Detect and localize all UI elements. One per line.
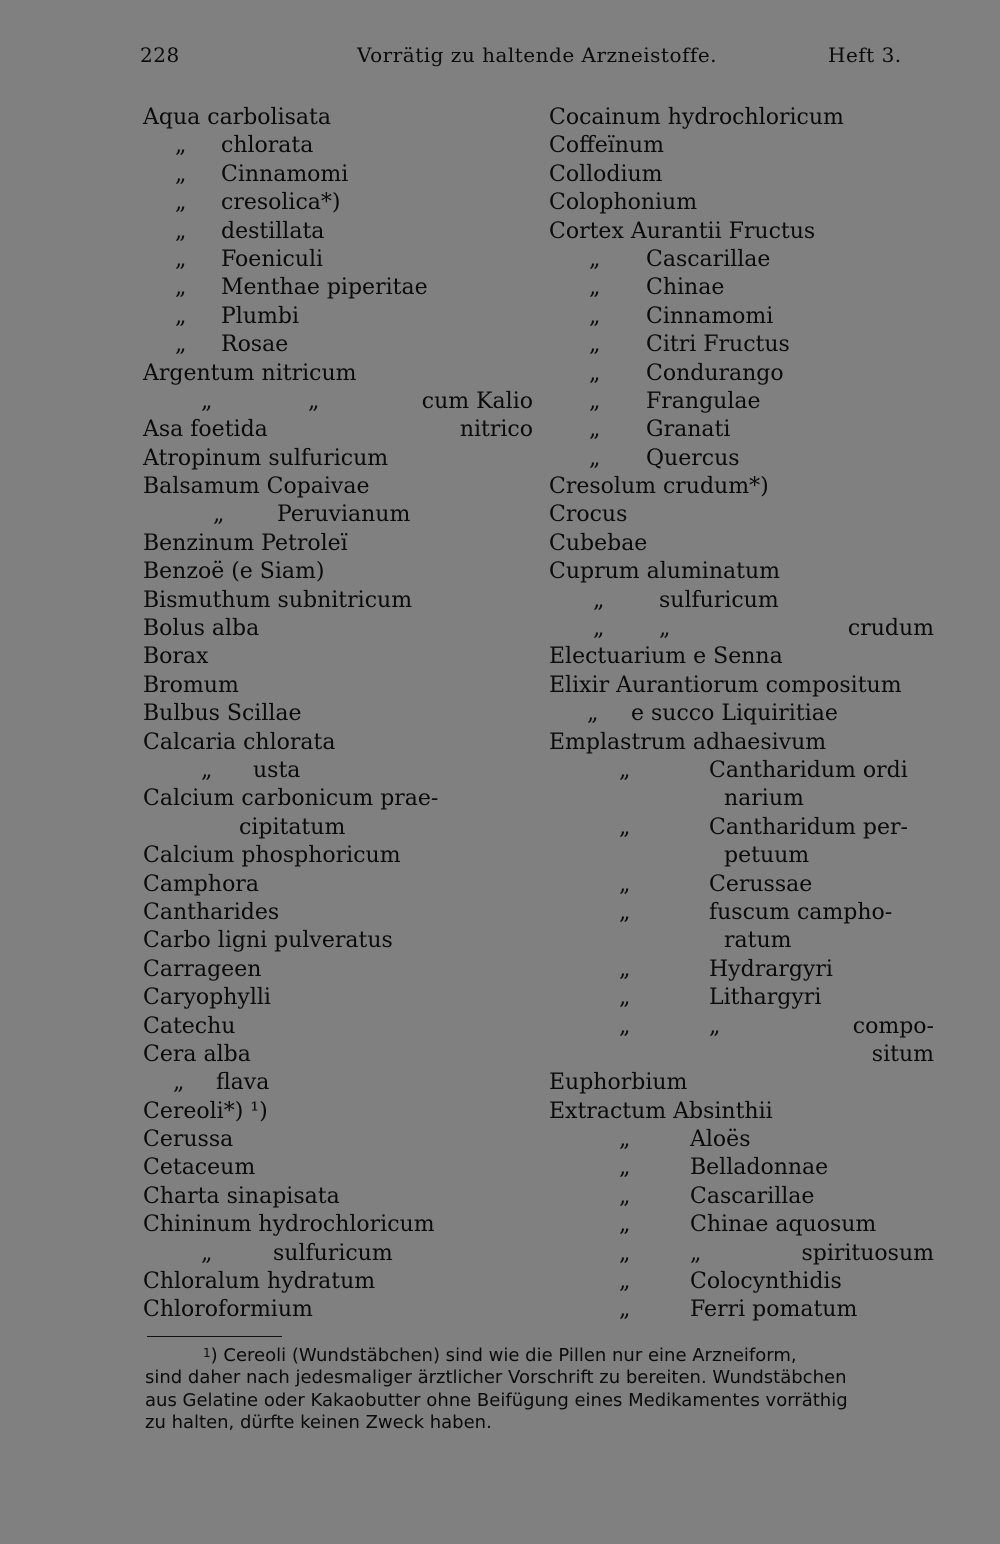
entry-row: [143, 501, 533, 529]
entry-row: [549, 1240, 934, 1268]
entry-text: Chininum hydrochloricum: [143, 1212, 435, 1238]
entry-row: [143, 814, 533, 842]
ditto-mark: „: [659, 616, 671, 642]
entry-text: Chinae aquosum: [690, 1212, 877, 1238]
entry-text: Cantharidum ordi: [709, 757, 908, 783]
footnote-line: aus Gelatine oder Kakaobutter ohne Beifügung eines Medikamentes vorräthig: [145, 1389, 848, 1411]
entry-text: Cerussa: [143, 1127, 234, 1153]
ditto-mark: „: [589, 417, 601, 443]
ditto-mark: „: [619, 985, 631, 1011]
entry-row: [549, 388, 934, 416]
entry-text: Cerussae: [709, 871, 813, 897]
entry-row: [143, 1296, 533, 1324]
entry-row: [549, 473, 934, 501]
entry-row: [143, 615, 533, 643]
ditto-mark: „: [175, 218, 187, 244]
entry-text: Lithargyri: [709, 985, 822, 1011]
entry-row: [549, 672, 934, 700]
entry-text: Collodium: [549, 161, 663, 187]
entry-row: [143, 246, 533, 274]
ditto-mark: „: [619, 1013, 631, 1039]
entry-text: Cantharidum per-: [709, 814, 908, 840]
entry-row: [143, 757, 533, 785]
entry-text: Belladonnae: [690, 1155, 829, 1181]
entry-text: chlorata: [221, 133, 314, 159]
entry-row: [143, 587, 533, 615]
entry-row: [549, 956, 934, 984]
page-number: 228: [140, 43, 180, 67]
entry-row: [549, 331, 934, 359]
entry-row: [549, 530, 934, 558]
entry-row: [143, 927, 533, 955]
entry-text: Elixir Aurantiorum compositum: [549, 672, 902, 698]
entry-row: [143, 1154, 533, 1182]
ditto-mark: „: [173, 1070, 185, 1096]
entry-row: [549, 246, 934, 274]
entry-text: Granati: [646, 417, 731, 443]
footnote: [145, 1345, 935, 1435]
entry-text: Emplastrum adhaesivum: [549, 729, 827, 755]
entry-row: [549, 1126, 934, 1154]
ditto-mark: „: [619, 1183, 631, 1209]
entry-text: narium: [724, 786, 804, 812]
entry-text: Carrageen: [143, 956, 262, 982]
footnote-marker: 1: [203, 1346, 211, 1360]
entry-row: [143, 729, 533, 757]
entry-text: Argentum nitricum: [143, 360, 357, 386]
entry-row: [143, 1268, 533, 1296]
entry-text: Carbo ligni pulveratus: [143, 928, 393, 954]
entry-row: [549, 984, 934, 1012]
ditto-mark: „: [619, 1240, 631, 1266]
entry-row: [143, 672, 533, 700]
entry-row: [143, 1069, 533, 1097]
entry-text: Camphora: [143, 871, 259, 897]
entry-text: Bolus alba: [143, 616, 260, 642]
entry-row: [143, 700, 533, 728]
entry-text: Chloralum hydratum: [143, 1269, 376, 1295]
entry-row: [143, 1183, 533, 1211]
ditto-mark: „: [690, 1240, 702, 1266]
entry-row: [549, 643, 934, 671]
left-column: [143, 104, 533, 1325]
entry-row: [549, 615, 934, 643]
entry-row: [143, 643, 533, 671]
ditto-mark: „: [175, 332, 187, 358]
entry-row: [549, 871, 934, 899]
entry-text: Cereoli*) ¹): [143, 1098, 268, 1124]
entry-row: [549, 1154, 934, 1182]
entry-text: Chinae: [646, 275, 725, 301]
ditto-mark: „: [213, 502, 225, 528]
entry-text: Borax: [143, 644, 209, 670]
entry-text: Aqua carbolisata: [143, 105, 331, 130]
entry-text-right: situm: [871, 1041, 934, 1067]
entry-row: [549, 785, 934, 813]
footnote-line-text: ) Cereoli (Wundstäbchen) sind wie die Pillen nur eine Arzneiform,: [210, 1345, 797, 1366]
entry-row: [549, 303, 934, 331]
entry-text: Cocainum hydrochloricum: [549, 105, 844, 130]
entry-text: Benzinum Petroleï: [143, 530, 348, 556]
ditto-mark: „: [175, 246, 187, 272]
ditto-mark: „: [175, 275, 187, 301]
entry-row: [549, 1069, 934, 1097]
entry-row: [549, 104, 934, 132]
entry-row: [549, 700, 934, 728]
entry-text: ratum: [724, 928, 792, 954]
entry-row: [549, 218, 934, 246]
entry-row: [143, 473, 533, 501]
ditto-mark: „: [619, 956, 631, 982]
entry-row: [143, 388, 533, 416]
entry-text: Calcium phosphoricum: [143, 843, 401, 869]
issue-label: Heft 3.: [828, 43, 902, 67]
ditto-mark: „: [175, 190, 187, 216]
ditto-mark: „: [175, 303, 187, 329]
ditto-mark: „: [619, 871, 631, 897]
entry-row: [549, 1211, 934, 1239]
entry-text: Cuprum aluminatum: [549, 559, 780, 585]
entry-text: Rosae: [221, 332, 289, 358]
entry-text: usta: [253, 757, 301, 783]
ditto-mark: „: [201, 757, 213, 783]
entry-text: Condurango: [646, 360, 784, 386]
entry-text-right: compo-: [852, 1013, 934, 1039]
entry-row: [549, 274, 934, 302]
entry-text: Caryophylli: [143, 985, 271, 1011]
entry-row: [549, 757, 934, 785]
entry-text: Cortex Aurantii Fructus: [549, 218, 816, 244]
entry-row: [143, 530, 533, 558]
ditto-mark: „: [201, 388, 213, 414]
entry-row: [143, 785, 533, 813]
entry-row: [143, 303, 533, 331]
ditto-mark: „: [593, 616, 605, 642]
ditto-mark: „: [201, 1240, 213, 1266]
entry-text: Coffeïnum: [549, 133, 664, 159]
entry-row: [549, 161, 934, 189]
entry-row: [143, 218, 533, 246]
entry-text: Extractum Absinthii: [549, 1098, 773, 1124]
entry-text: Colocynthidis: [690, 1269, 842, 1295]
entry-text: petuum: [724, 843, 810, 869]
entry-row: [143, 1098, 533, 1126]
entry-row: [143, 445, 533, 473]
entry-row: [549, 360, 934, 388]
entry-text: Electuarium e Senna: [549, 644, 783, 670]
entry-row: [143, 1240, 533, 1268]
entry-text: Calcium carbonicum prae-: [143, 786, 439, 812]
ditto-mark: „: [589, 388, 601, 414]
entry-row: [143, 132, 533, 160]
entry-text: Quercus: [646, 445, 740, 471]
entry-row: [143, 331, 533, 359]
entry-text: Asa foetida: [143, 417, 268, 443]
entry-row: [549, 445, 934, 473]
entry-text: Plumbi: [221, 303, 299, 329]
entry-row: [143, 161, 533, 189]
ditto-mark: „: [709, 1013, 721, 1039]
ditto-mark: „: [589, 275, 601, 301]
ditto-mark: „: [175, 133, 187, 159]
entry-row: [549, 1183, 934, 1211]
footnote-line: [145, 1345, 935, 1367]
entry-text: Ferri pomatum: [690, 1297, 858, 1323]
entry-text: Citri Fructus: [646, 332, 790, 358]
entry-row: [549, 558, 934, 586]
entry-text: Cinnamomi: [646, 303, 774, 329]
entry-row: [549, 1013, 934, 1041]
entry-row: [549, 899, 934, 927]
entry-text: e succo Liquiritiae: [631, 701, 838, 727]
entry-text: Catechu: [143, 1013, 236, 1039]
entry-text: Colophonium: [549, 190, 698, 216]
footnote-line: sind daher nach jedesmaliger ärztlicher Vorschrift zu bereiten. Wundstäbchen: [145, 1367, 847, 1389]
ditto-mark: „: [619, 1155, 631, 1181]
entry-text: Crocus: [549, 502, 628, 528]
entry-row: [549, 1268, 934, 1296]
entry-text: sulfuricum: [659, 587, 779, 613]
entry-text: Bromum: [143, 672, 239, 698]
entry-row: [143, 842, 533, 870]
entry-text: Menthae piperitae: [221, 275, 428, 301]
entry-row: [549, 1098, 934, 1126]
entry-row: [143, 189, 533, 217]
right-column: [549, 104, 934, 1325]
footnote-line: zu halten, dürfte keinen Zweck haben.: [145, 1412, 492, 1434]
ditto-mark: „: [308, 388, 320, 414]
entry-row: [143, 360, 533, 388]
ditto-mark: „: [589, 360, 601, 386]
entry-text: Bulbus Scillae: [143, 701, 302, 727]
entry-text: flava: [216, 1070, 270, 1096]
entry-row: [143, 1211, 533, 1239]
entry-text-right: nitrico: [459, 417, 533, 443]
ditto-mark: „: [589, 332, 601, 358]
entry-row: [549, 842, 934, 870]
entry-text: Cera alba: [143, 1041, 251, 1067]
entry-row: [143, 1126, 533, 1154]
entry-text: sulfuricum: [273, 1240, 393, 1266]
entry-text: Cinnamomi: [221, 161, 349, 187]
entry-text: Aloës: [690, 1127, 751, 1153]
ditto-mark: „: [589, 246, 601, 272]
entry-row: [549, 927, 934, 955]
entry-text: Foeniculi: [221, 246, 324, 272]
entry-text: Euphorbium: [549, 1070, 688, 1096]
entry-text: Peruvianum: [277, 502, 411, 528]
entry-text: Balsamum Copaivae: [143, 474, 370, 500]
entry-text: cipitatum: [239, 814, 346, 840]
entry-row: [549, 501, 934, 529]
entry-text-right: crudum: [847, 616, 934, 642]
ditto-mark: „: [619, 814, 631, 840]
entry-text: Cantharides: [143, 899, 280, 925]
entry-text: Frangulae: [646, 388, 761, 414]
entry-text: Cascarillae: [646, 246, 771, 272]
entry-text: cresolica*): [221, 190, 341, 216]
entry-row: [143, 104, 533, 132]
entry-row: [549, 1041, 934, 1069]
entry-text: Cascarillae: [690, 1183, 815, 1209]
running-title: Vorrätig zu haltende Arzneistoffe.: [357, 43, 718, 67]
entry-text: Atropinum sulfuricum: [143, 445, 389, 471]
ditto-mark: „: [589, 303, 601, 329]
entry-text: fuscum campho-: [709, 899, 893, 925]
entry-row: [549, 416, 934, 444]
entry-text-right: cum Kalio: [421, 388, 533, 414]
entry-row: [143, 871, 533, 899]
ditto-mark: „: [619, 1212, 631, 1238]
footnote-rule: [147, 1336, 282, 1337]
entry-text: Cetaceum: [143, 1155, 256, 1181]
entry-row: [549, 587, 934, 615]
ditto-mark: „: [589, 445, 601, 471]
entry-row: [549, 1296, 934, 1324]
entry-row: [143, 984, 533, 1012]
entry-text: destillata: [221, 218, 325, 244]
entry-text: Hydrargyri: [709, 956, 833, 982]
ditto-mark: „: [619, 1269, 631, 1295]
entry-row: [549, 132, 934, 160]
ditto-mark: „: [619, 899, 631, 925]
entry-row: [143, 1013, 533, 1041]
entry-row: [143, 274, 533, 302]
entry-row: [549, 189, 934, 217]
entry-text: Bismuthum subnitricum: [143, 587, 413, 613]
ditto-mark: „: [593, 587, 605, 613]
ditto-mark: „: [619, 1127, 631, 1153]
entry-text: Cresolum crudum*): [549, 474, 769, 500]
entry-row: [143, 416, 533, 444]
entry-text: Calcaria chlorata: [143, 729, 336, 755]
entry-text: Charta sinapisata: [143, 1183, 340, 1209]
ditto-mark: „: [587, 701, 599, 727]
entry-row: [549, 814, 934, 842]
entry-row: [143, 956, 533, 984]
ditto-mark: „: [619, 1297, 631, 1323]
ditto-mark: „: [175, 161, 187, 187]
entry-text: Cubebae: [549, 530, 648, 556]
entry-row: [143, 1041, 533, 1069]
entry-text: Chloroformium: [143, 1297, 313, 1323]
entry-text-right: spirituosum: [801, 1240, 934, 1266]
entry-row: [143, 899, 533, 927]
ditto-mark: „: [619, 757, 631, 783]
entry-row: [143, 558, 533, 586]
entry-text: Benzoë (e Siam): [143, 559, 325, 585]
entry-row: [549, 729, 934, 757]
